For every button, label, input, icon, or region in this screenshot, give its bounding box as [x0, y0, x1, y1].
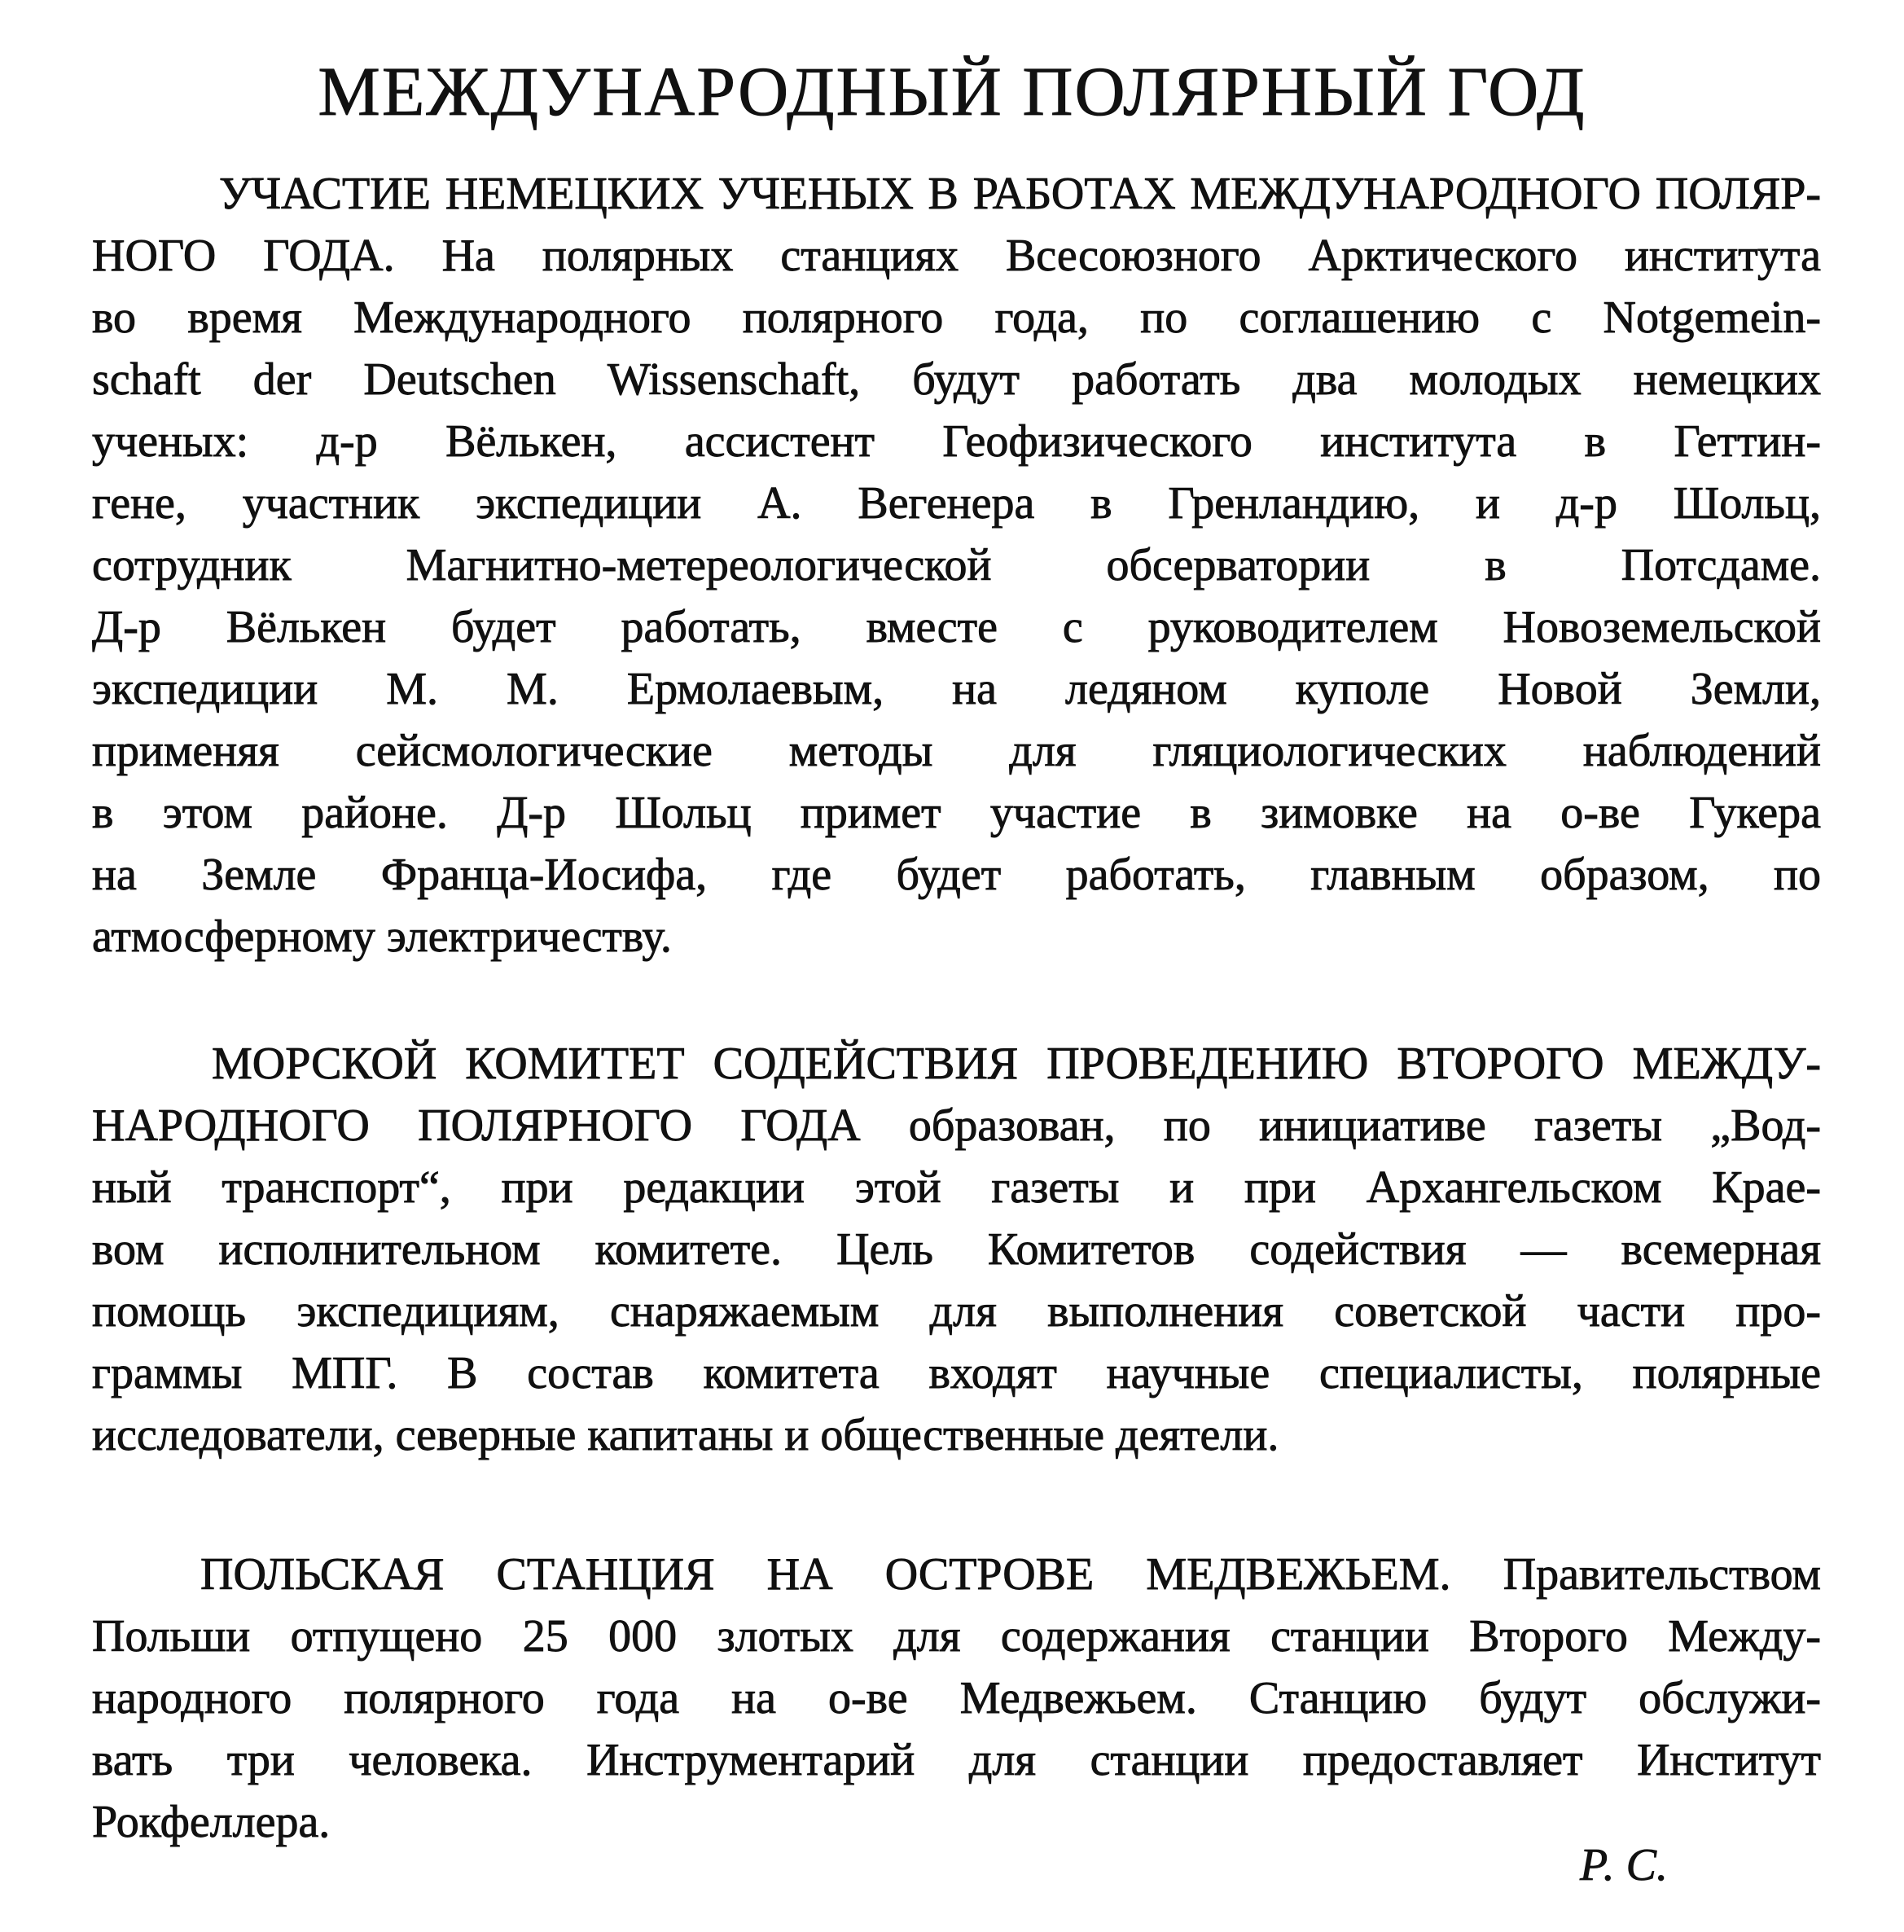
paragraph-german-scientists — [92, 163, 1821, 968]
text-line: ученых: д-р Вёлькен, ассистент Геофизического института в Геттин- — [92, 416, 1821, 467]
text-line: Д-р Вёлькен будет работать, вместе с руководителем Новоземельской — [92, 602, 1821, 652]
text-line: экспедиции М. М. Ермолаевым, на ледяном куполе Новой Земли, — [92, 664, 1821, 714]
text-line: применяя сейсмологические методы для гляциологических наблюдений — [92, 726, 1821, 776]
text-line: НАРОДНОГО ПОЛЯРНОГО ГОДА образован, по инициативе газеты „Вод- — [92, 1100, 1821, 1151]
text-line: schaft der Deutschen Wissenschaft, будут работать два молодых немецких — [92, 354, 1821, 405]
text-line: Польши отпущено 25 000 злотых для содержания станции Второго Между- — [92, 1611, 1821, 1662]
signature: Р. С. — [1580, 1840, 1668, 1890]
text-line: ный транспорт“, при редакции этой газеты и при Архангельском Крае- — [92, 1162, 1821, 1213]
page-title: МЕЖДУНАРОДНЫЙ ПОЛЯРНЫЙ ГОД — [318, 52, 1586, 130]
text-line: ПОЛЬСКАЯ СТАНЦИЯ НА ОСТРОВЕ МЕДВЕЖЬЕМ. Правительством — [200, 1549, 1821, 1600]
text-line: сотрудник Магнитно-метереологической обсерватории в Потсдаме. — [92, 540, 1821, 591]
text-line: атмосферному электричеству. — [92, 911, 672, 962]
paragraph-marine-committee — [92, 1033, 1821, 1466]
text-line: гене, участник экспедиции А. Вегенера в Гренландию, и д-р Шольц, — [92, 478, 1821, 529]
text-line: вом исполнительном комитете. Цель Комитетов содействия — всемерная — [92, 1224, 1821, 1275]
text-line: граммы МПГ. В состав комитета входят научные специалисты, полярные — [92, 1348, 1821, 1399]
text-line: исследователи, северные капитаны и общественные деятели. — [92, 1410, 1279, 1460]
text-line: Рокфеллера. — [92, 1797, 331, 1847]
text-line: НОГО ГОДА. На полярных станциях Всесоюзного Арктического института — [92, 231, 1821, 281]
text-line: помощь экспедициям, снаряжаемым для выполнения советской части про- — [92, 1286, 1821, 1337]
text-line: УЧАСТИЕ НЕМЕЦКИХ УЧЕНЫХ В РАБОТАХ МЕЖДУНАРОДНОГО ПОЛЯР- — [219, 169, 1821, 219]
text-line: народного полярного года на о-ве Медвежьем. Станцию будут обслужи- — [92, 1673, 1821, 1723]
text-line: вать три человека. Инструментарий для станции предоставляет Институт — [92, 1735, 1821, 1785]
text-line: МОРСКОЙ КОМИТЕТ СОДЕЙСТВИЯ ПРОВЕДЕНИЮ ВТОРОГО МЕЖДУ- — [212, 1038, 1821, 1089]
text-line: во время Международного полярного года, по соглашению с Notgemein- — [92, 292, 1821, 343]
text-line: на Земле Франца-Иосифа, где будет работать, главным образом, по — [92, 850, 1821, 900]
paragraph-polish-station — [92, 1543, 1821, 1853]
text-line: в этом районе. Д-р Шольц примет участие в зимовке на о-ве Гукера — [92, 788, 1821, 838]
